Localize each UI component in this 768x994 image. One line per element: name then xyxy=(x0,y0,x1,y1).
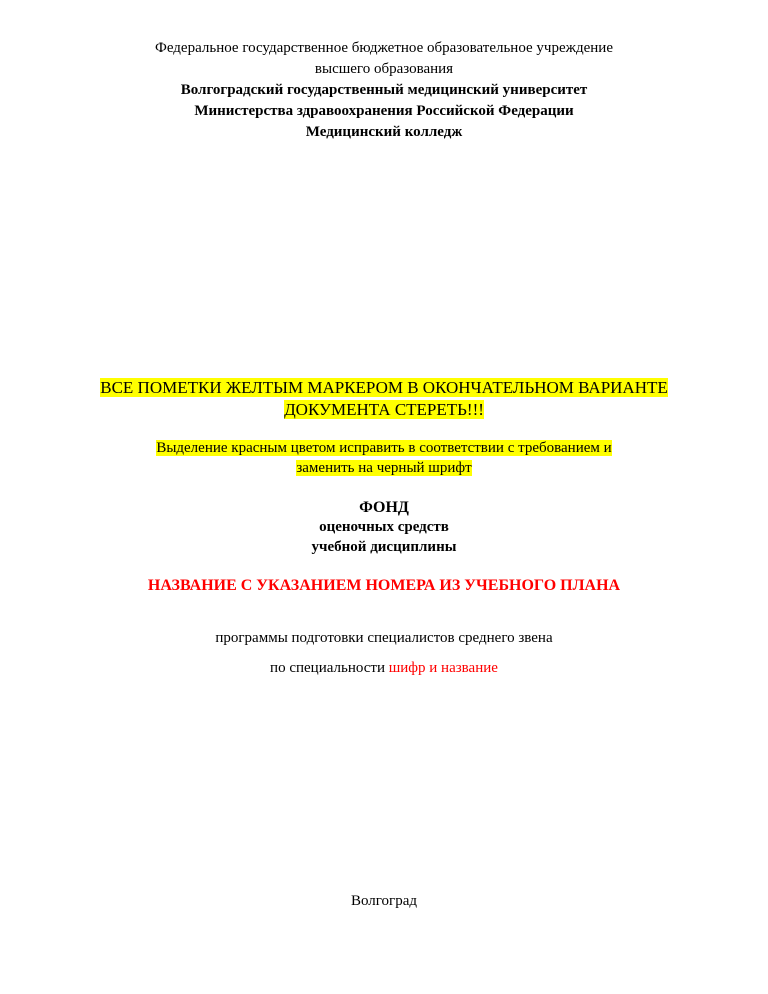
discipline-name: НАЗВАНИЕ С УКАЗАНИЕМ НОМЕРА ИЗ УЧЕБНОГО ПЛАНА xyxy=(147,577,621,594)
header-line-institution: Федеральное государственное бюджетное образовательное учреждение xyxy=(154,40,613,56)
specialty-line xyxy=(0,660,768,677)
notice-highlight-3: Выделение красным цветом исправить в соответствии с требованием и xyxy=(156,440,612,456)
notice-line-2 xyxy=(0,400,768,420)
specialty-prefix: по специальности xyxy=(270,660,385,676)
header-line-college: Медицинский колледж xyxy=(305,124,463,140)
header-line-ministry: Министерства здравоохранения Российской Федерации xyxy=(194,103,574,119)
title-discipline-type: учебной дисциплины xyxy=(311,539,457,555)
program-line: программы подготовки специалистов среднего звена xyxy=(215,630,553,646)
footer-city: Волгоград xyxy=(350,893,417,909)
notice-highlight-1: ВСЕ ПОМЕТКИ ЖЕЛТЫМ МАРКЕРОМ В ОКОНЧАТЕЛЬНОМ ВАРИАНТЕ xyxy=(100,378,668,397)
title-fund: ФОНД xyxy=(359,499,409,516)
notice-line-1 xyxy=(0,378,768,398)
notice-line-3 xyxy=(0,440,768,457)
notice-highlight-4: заменить на черный шрифт xyxy=(296,460,472,476)
notice-highlight-2: ДОКУМЕНТА СТЕРЕТЬ!!! xyxy=(284,400,484,419)
notice-line-4 xyxy=(0,460,768,477)
specialty-value: шифр и название xyxy=(388,660,498,676)
title-assessment: оценочных средств xyxy=(319,519,449,535)
header-line-university: Волгоградский государственный медицинский университет xyxy=(180,82,588,98)
header-line-education: высшего образования xyxy=(314,61,454,77)
